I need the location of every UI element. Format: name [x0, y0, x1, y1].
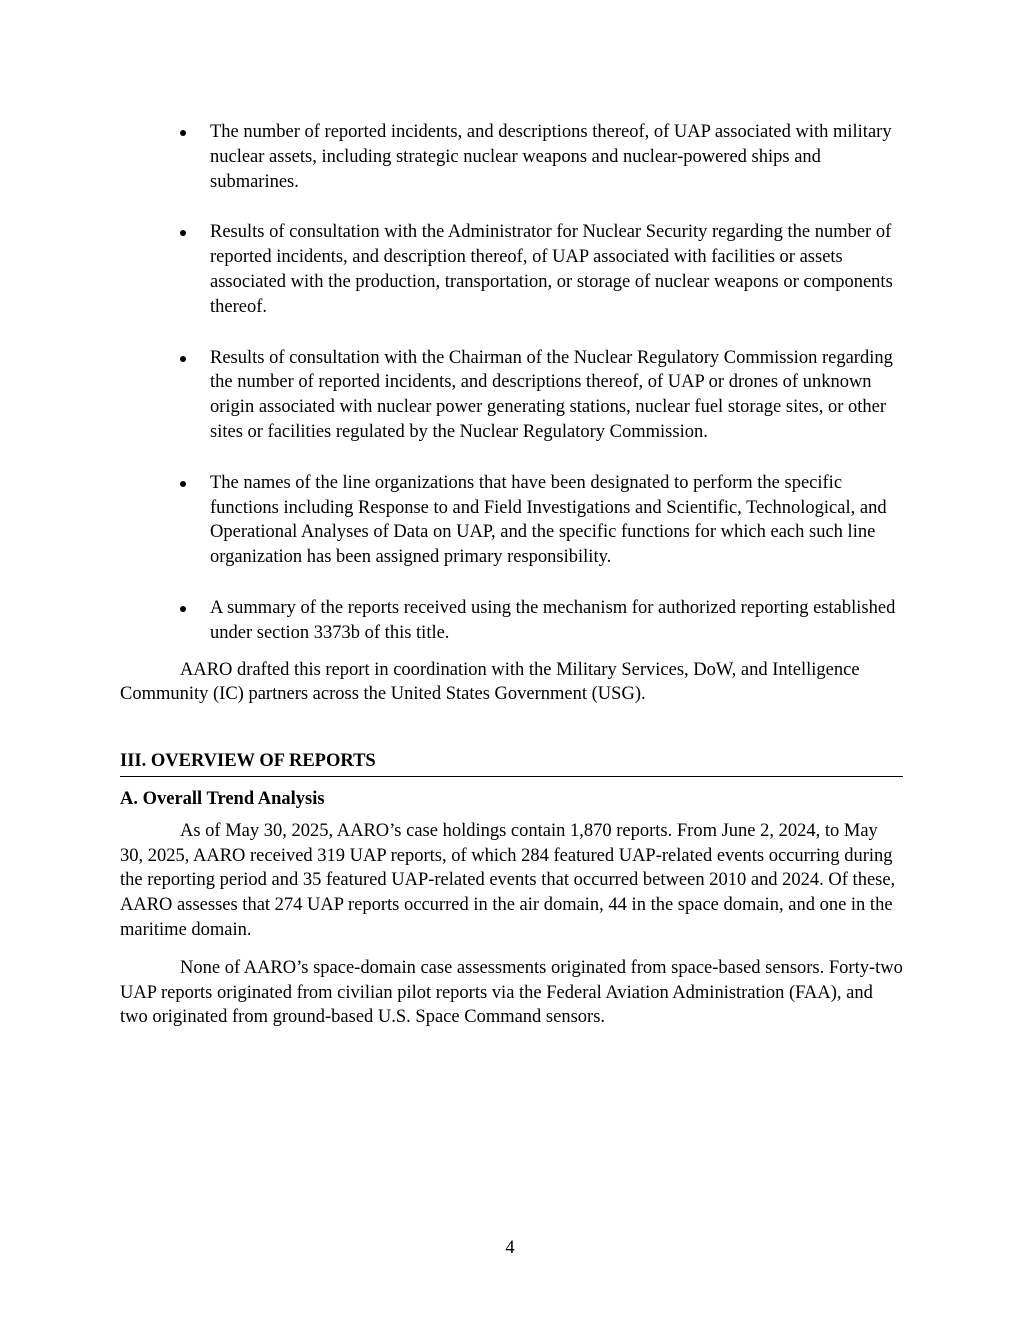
bullet-text: A summary of the reports received using the mechanism for authorized reporting established under section 3373b of this title.: [210, 597, 896, 643]
bullet-text: Results of consultation with the Chairman of the Nuclear Regulatory Commission regarding the number of reported incidents, and descriptions thereof, of UAP or drones of unknown origin associated with nuclear power generating stations, nuclear fuel storage sites, or other sites or facilities regulated by the Nuclear Regulatory Commission.: [210, 347, 893, 442]
list-item: [120, 471, 903, 570]
page-number: 4: [505, 1238, 515, 1258]
list-item: [120, 596, 903, 646]
document-page: [120, 120, 903, 1043]
bullet-text: The names of the line organizations that have been designated to perform the specific functions including Response to and Field Investigations and Scientific, Technological, and Operational Analyses of Data on UAP, and the specific functions for which each such line organization has been assigned primary responsibility.: [210, 472, 887, 568]
list-item: [120, 120, 903, 194]
bullet-text: The number of reported incidents, and descriptions thereof, of UAP associated with military nuclear assets, including strategic nuclear weapons and nuclear-powered ships and submarines.: [210, 122, 892, 192]
bullet-icon: [180, 356, 186, 362]
bullet-icon: [180, 481, 186, 487]
bullet-list: [120, 120, 903, 646]
subsection-heading: A. Overall Trend Analysis: [120, 788, 325, 809]
bullet-icon: [180, 606, 186, 612]
list-item: [120, 220, 903, 319]
list-item: [120, 346, 903, 445]
bullet-text: Results of consultation with the Administrator for Nuclear Security regarding the number of reported incidents, and description thereof, of UAP associated with facilities or assets associated with the production, transportation, or storage of nuclear weapons or components thereof.: [210, 222, 893, 317]
bullet-icon: [180, 130, 186, 136]
trend-paragraph: As of May 30, 2025, AARO’s case holdings contain 1,870 reports. From June 2, 2024, to May 30, 2025, AARO received 319 UAP reports, of which 284 featured UAP-related events occurring during the reporting period and 35 featured UAP-related events that occurred between 2010 and 2024. Of these, AARO assesses that 274 UAP reports occurred in the air domain, 44 in the space domain, and one in the maritime domain.: [120, 820, 896, 940]
section-heading: III. OVERVIEW OF REPORTS: [120, 749, 903, 777]
sensor-paragraph: None of AARO’s space-domain case assessments originated from space-based sensors. Forty-two UAP reports originated from civilian pilot reports via the Federal Aviation Administration (FAA), and two originated from ground-based U.S. Space Command sensors.: [120, 957, 903, 1028]
coordination-paragraph: AARO drafted this report in coordination with the Military Services, DoW, and Intelligence Community (IC) partners across the United States Government (USG).: [120, 659, 860, 705]
bullet-icon: [180, 230, 186, 236]
